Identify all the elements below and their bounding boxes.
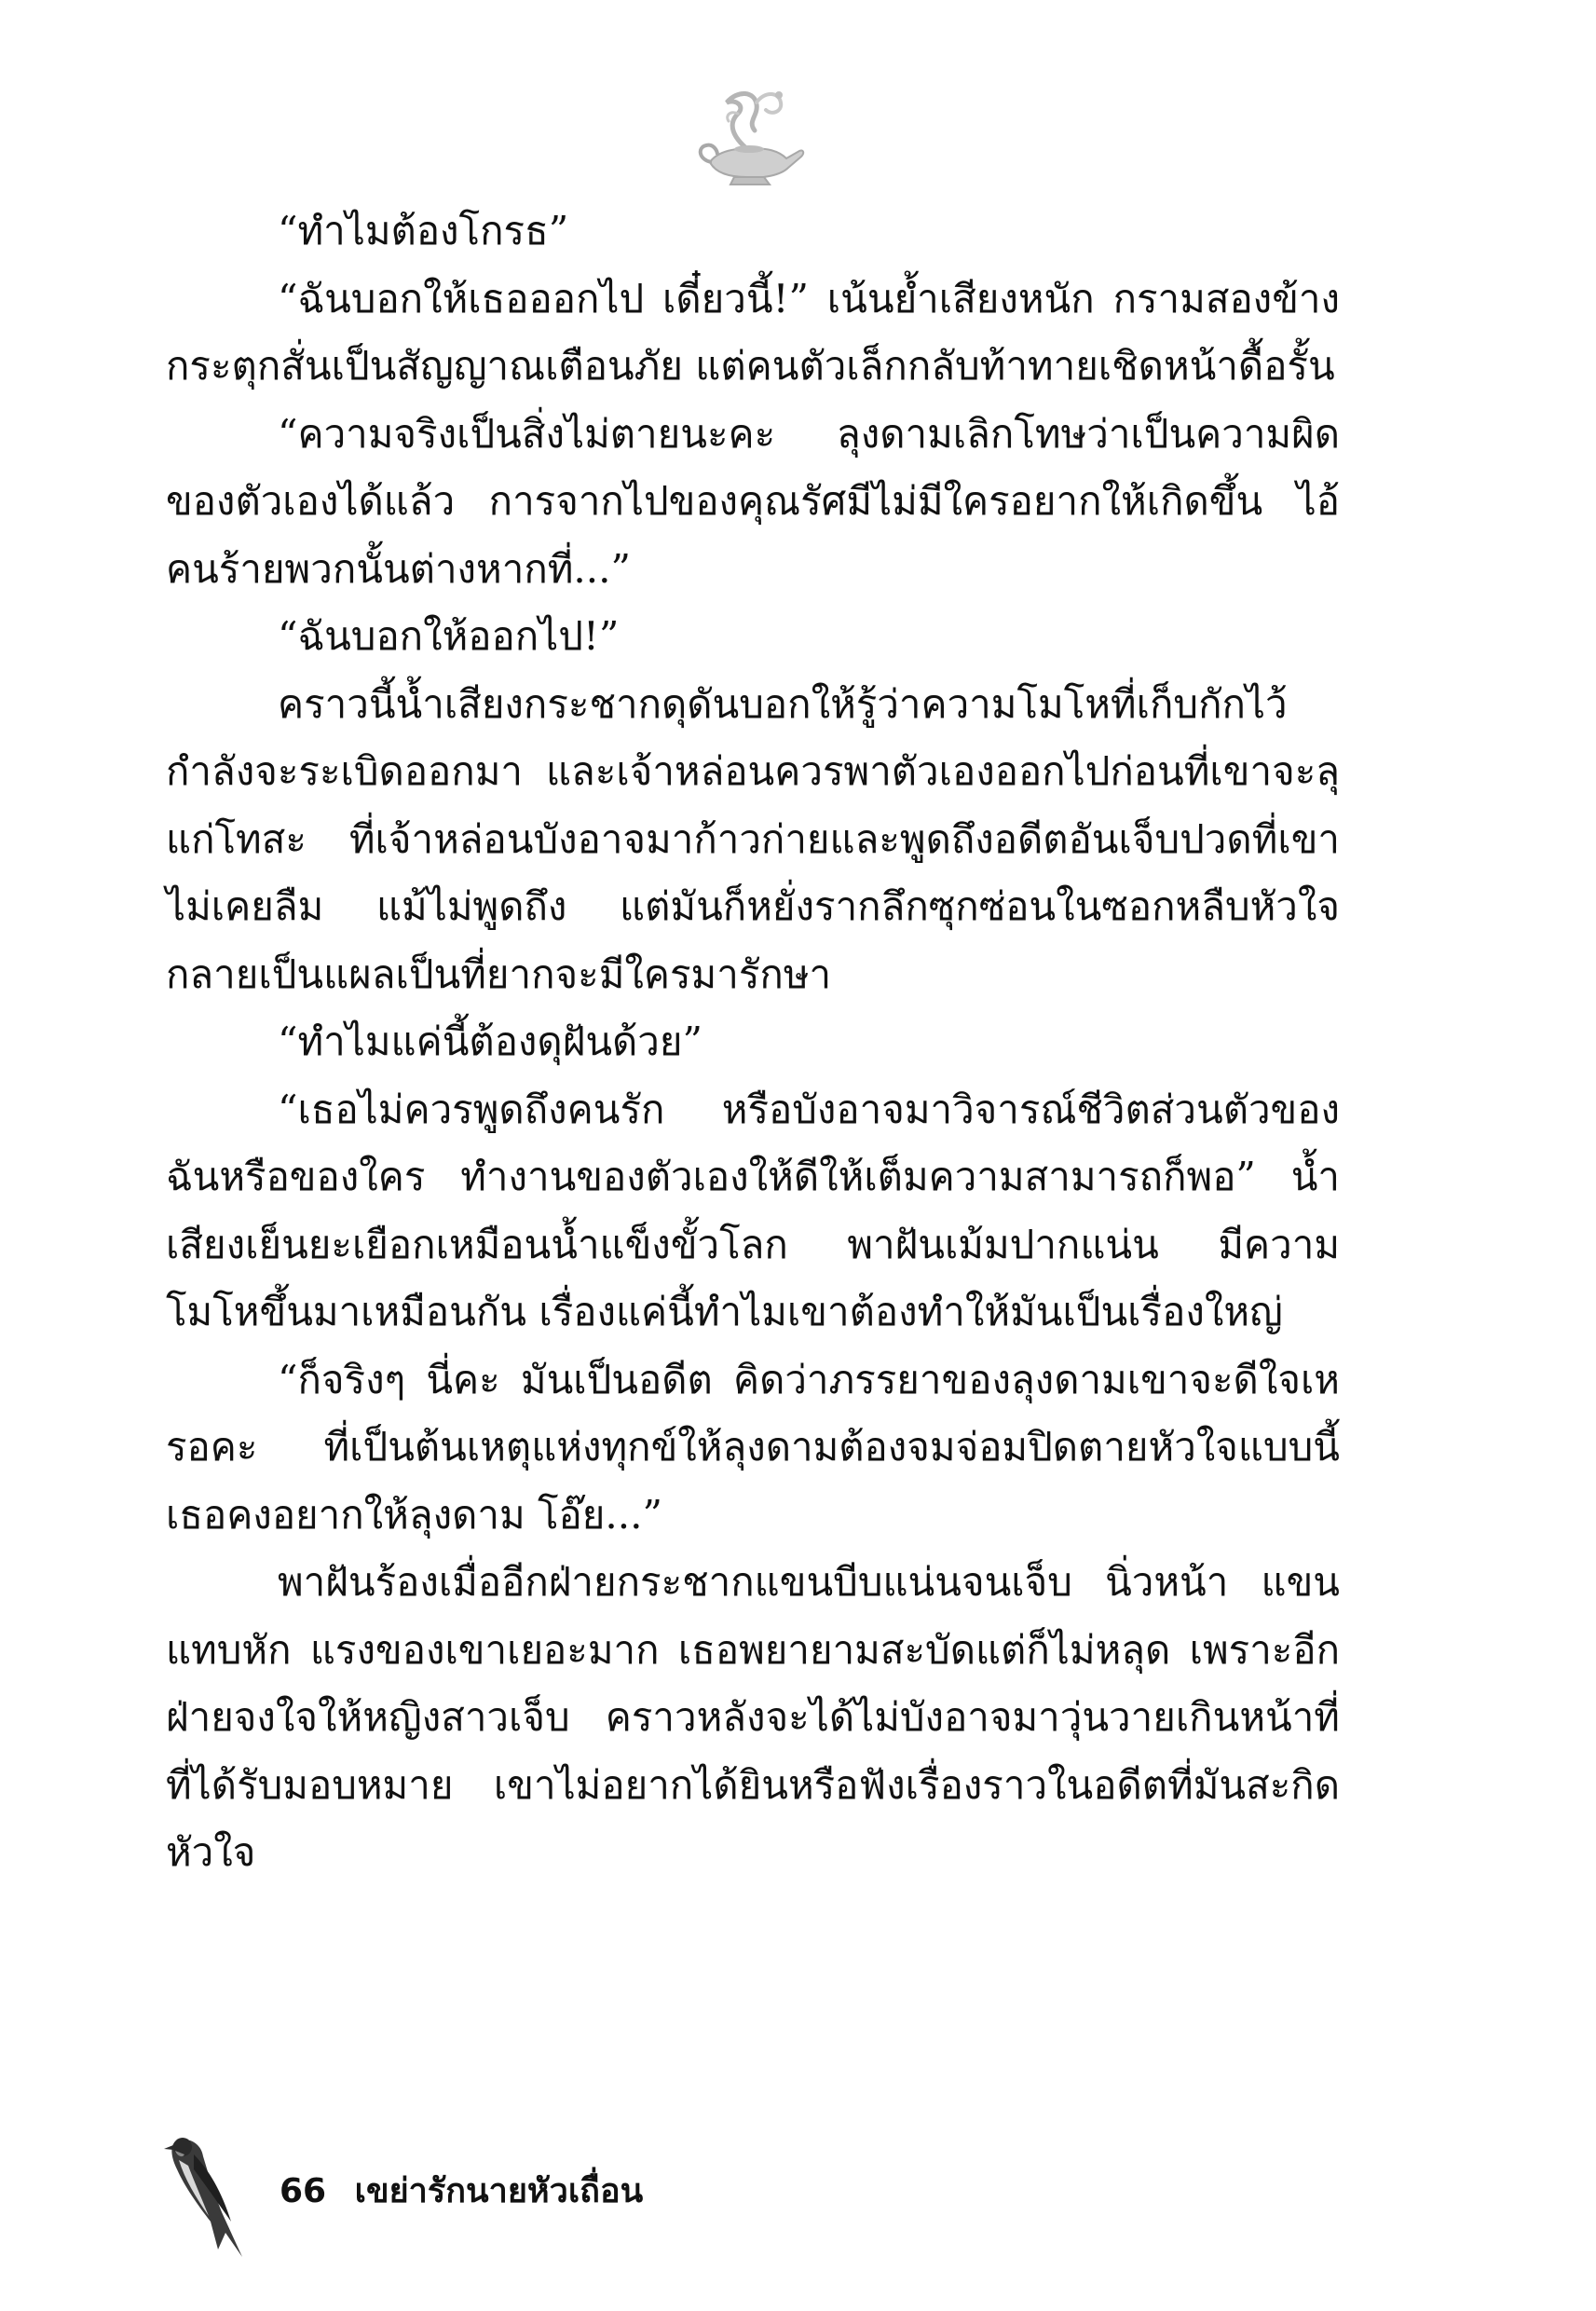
genie-lamp-icon [689,82,811,194]
paragraph: “ฉันบอกให้เธอออกไป เดี๋ยวนี้!” เน้นย้ำเสียงหนัก กรามสองข้างกระตุกสั่นเป็นสัญญาณเตือนภัย แต่คนตัวเล็กกลับท้าทายเชิดหน้าดื้อรั้น [166,275,1340,389]
paragraph: “ทำไมแค่นี้ต้องดุฝันด้วย” [278,1019,703,1064]
paragraph: “ทำไมต้องโกรธ” [278,208,569,253]
page-number: 66 [280,2172,327,2210]
book-title: เขย่ารักนายหัวเถื่อน [354,2172,644,2210]
paragraph: “ความจริงเป็นสิ่งไม่ตายนะคะ ลุงดามเลิกโทษว่าเป็นความผิดของตัวเองได้แล้ว การจากไปของคุณรัศมีไม่มีใครอยากให้เกิดขึ้น ไอ้คนร้ายพวกนั้นต่างหากที่...” [166,410,1340,592]
paragraph: “ก็จริงๆ นี่คะ มันเป็นอดีต คิดว่าภรรยาของลุงดามเขาจะดีใจเหรอคะ ที่เป็นต้นเหตุแห่งทุกข์ให้ลุงดามต้องจมจ่อมปิดตายหัวใจแบบนี้ เธอคงอยากให้ลุงดาม โอ๊ย...” [166,1356,1340,1538]
paragraph: “เธอไม่ควรพูดถึงคนรัก หรือบังอาจมาวิจารณ์ชีวิตส่วนตัวของฉันหรือของใคร ทำงานของตัวเองให้ดีให้เต็มความสามารถก็พอ” น้ำเสียงเย็นยะเยือกเหมือนน้ำแข็งขั้วโลก พาฝันเม้มปากแน่น มีความโมโหขึ้นมาเหมือนกัน เรื่องแค่นี้ทำไมเขาต้องทำให้มันเป็นเรื่องใหญ่ [166,1086,1340,1334]
swallow-bird-icon [157,2132,250,2263]
paragraph: พาฝันร้องเมื่ออีกฝ่ายกระชากแขนบีบแน่นจนเจ็บ นิ่วหน้า แขนแทบหัก แรงของเขาเยอะมาก เธอพยายามสะบัดแต่ก็ไม่หลุด เพราะอีกฝ่ายจงใจให้หญิงสาวเจ็บ คราวหลังจะได้ไม่บังอาจมาวุ่นวายเกินหน้าที่ที่ได้รับมอบหมาย เขาไม่อยากได้ยินหรือฟังเรื่องราวในอดีตที่มันสะกิดหัวใจ [166,1559,1340,1875]
body-text [166,198,1340,1887]
paragraph: “ฉันบอกให้ออกไป!” [278,613,620,659]
paragraph: คราวนี้น้ำเสียงกระชากดุดันบอกให้รู้ว่าความโมโหที่เก็บกักไว้กำลังจะระเบิดออกมา และเจ้าหล่อนควรพาตัวเองออกไปก่อนที่เขาจะลุแก่โทสะ ที่เจ้าหล่อนบังอาจมาก้าวก่ายและพูดถึงอดีตอันเจ็บปวดที่เขาไม่เคยลืม แม้ไม่พูดถึง แต่มันก็หยั่งรากลึกซุกซ่อนในซอกหลืบหัวใจ กลายเป็นแผลเป็นที่ยากจะมีใครมารักษา [166,680,1340,997]
page-footer [280,2164,643,2217]
